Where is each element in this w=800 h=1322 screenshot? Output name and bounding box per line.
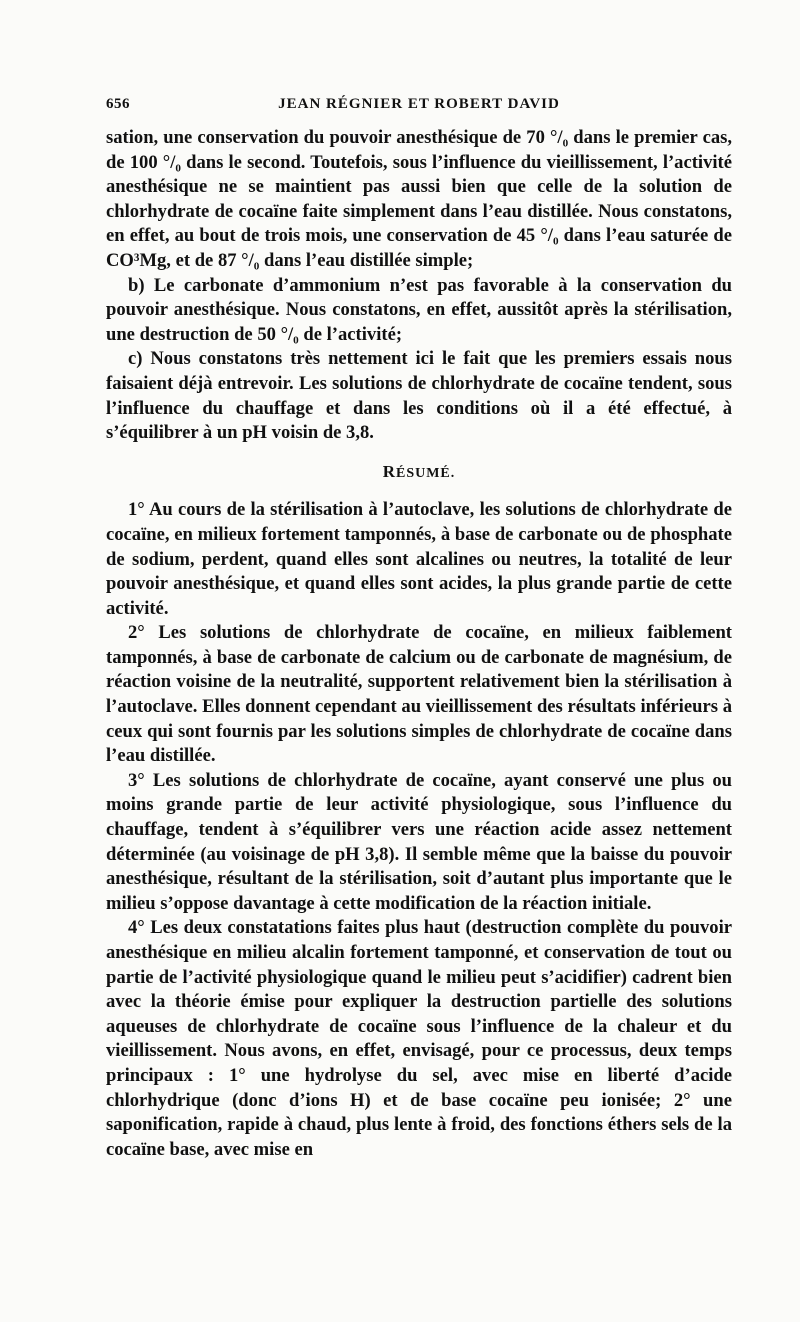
resume-point-1: 1° Au cours de la stérilisation à l’autoclave, les solutions de chlorhydrate de cocaïne, en milieux fortement tamponnés, à base de carbonate ou de phosphate de sodium, perdent, quand elles sont alcalines ou neutres, la totalité de leur pouvoir anesthésique, et quand elles sont acides, la plus grande partie de cette activité. <box>106 499 732 619</box>
paragraph-b: b) Le carbonate d’ammonium n’est pas favorable à la conservation du pouvoir anesthésique. Nous constatons, en effet, aussitôt après la stérilisation, une destruction de 50 °/₀ de l’activité; <box>106 274 732 345</box>
running-title: JEAN RÉGNIER ET ROBERT DAVID <box>278 96 560 112</box>
resume-point-3: 3° Les solutions de chlorhydrate de cocaïne, ayant conservé une plus ou moins grande partie de leur activité physiologique, sous l’influence du chauffage, tendent à s’équilibrer vers une réaction acide assez nettement déterminée (au voisinage de pH 3,8). Il semble même que la baisse du pouvoir anesthésique, résultant de la stérilisation, soit d’autant plus importante que le milieu s’oppose davantage à cette modification de la réaction initiale. <box>106 769 732 914</box>
paragraph-c: c) Nous constatons très nettement ici le fait que les premiers essais nous faisaient déjà entrevoir. Les solutions de chlorhydrate de cocaïne tendent, sous l’influence du chauffage et dans les conditions où il a été effectué, à s’équilibrer à un pH voisin de 3,8. <box>106 348 732 444</box>
paragraph-continuation: sation, une conservation du pouvoir anesthésique de 70 °/₀ dans le premier cas, de 100 °/₀ dans le second. Toutefois, sous l’influence du vieillissement, l’activité anesthésique ne se maintient pas aussi bien que celle de la solution de chlorhydrate de cocaïne faite simplement dans l’eau distillée. Nous constatons, en effet, au bout de trois mois, une conservation de 45 °/₀ dans l’eau saturée de CO³Mg, et de 87 °/₀ dans l’eau distillée simple; <box>106 127 732 271</box>
resume-point-2: 2° Les solutions de chlorhydrate de cocaïne, en milieux faiblement tamponnés, à base de carbonate de calcium ou de carbonate de magnésium, de réaction voisine de la neutralité, supportent relativement bien la stérilisation à l’autoclave. Elles donnent cependant au vieillissement des résultats inférieurs à ceux qui sont fournis par les solutions simples de chlorhydrate de cocaïne dans l’eau distillée. <box>106 622 732 767</box>
body-text <box>106 126 732 1162</box>
resume-point-4: 4° Les deux constatations faites plus haut (destruction complète du pouvoir anesthésique en milieu alcalin fortement tamponné, et conservation de tout ou partie de l’activité physiologique quand le milieu peut s’acidifier) cadrent bien avec la théorie émise pour expliquer la destruction partielle des solutions aqueuses de chlorhydrate de cocaïne sous l’influence de la chaleur et du vieillissement. Nous avons, en effet, envisagé, pour ce processus, deux temps principaux : 1° une hydrolyse du sel, avec mise en liberté d’acide chlorhydrique (donc d’ions H) et de base cocaïne peu ionisée; 2° une saponification, rapide à chaud, plus lente à froid, des fonctions éthers sels de la cocaïne base, avec mise en <box>106 917 732 1160</box>
section-title-cap: R <box>382 461 396 481</box>
section-title-rest: ÉSUMÉ. <box>395 465 456 481</box>
page-number: 656 <box>106 96 130 112</box>
running-header <box>106 96 732 126</box>
section-title-resume <box>106 460 732 487</box>
